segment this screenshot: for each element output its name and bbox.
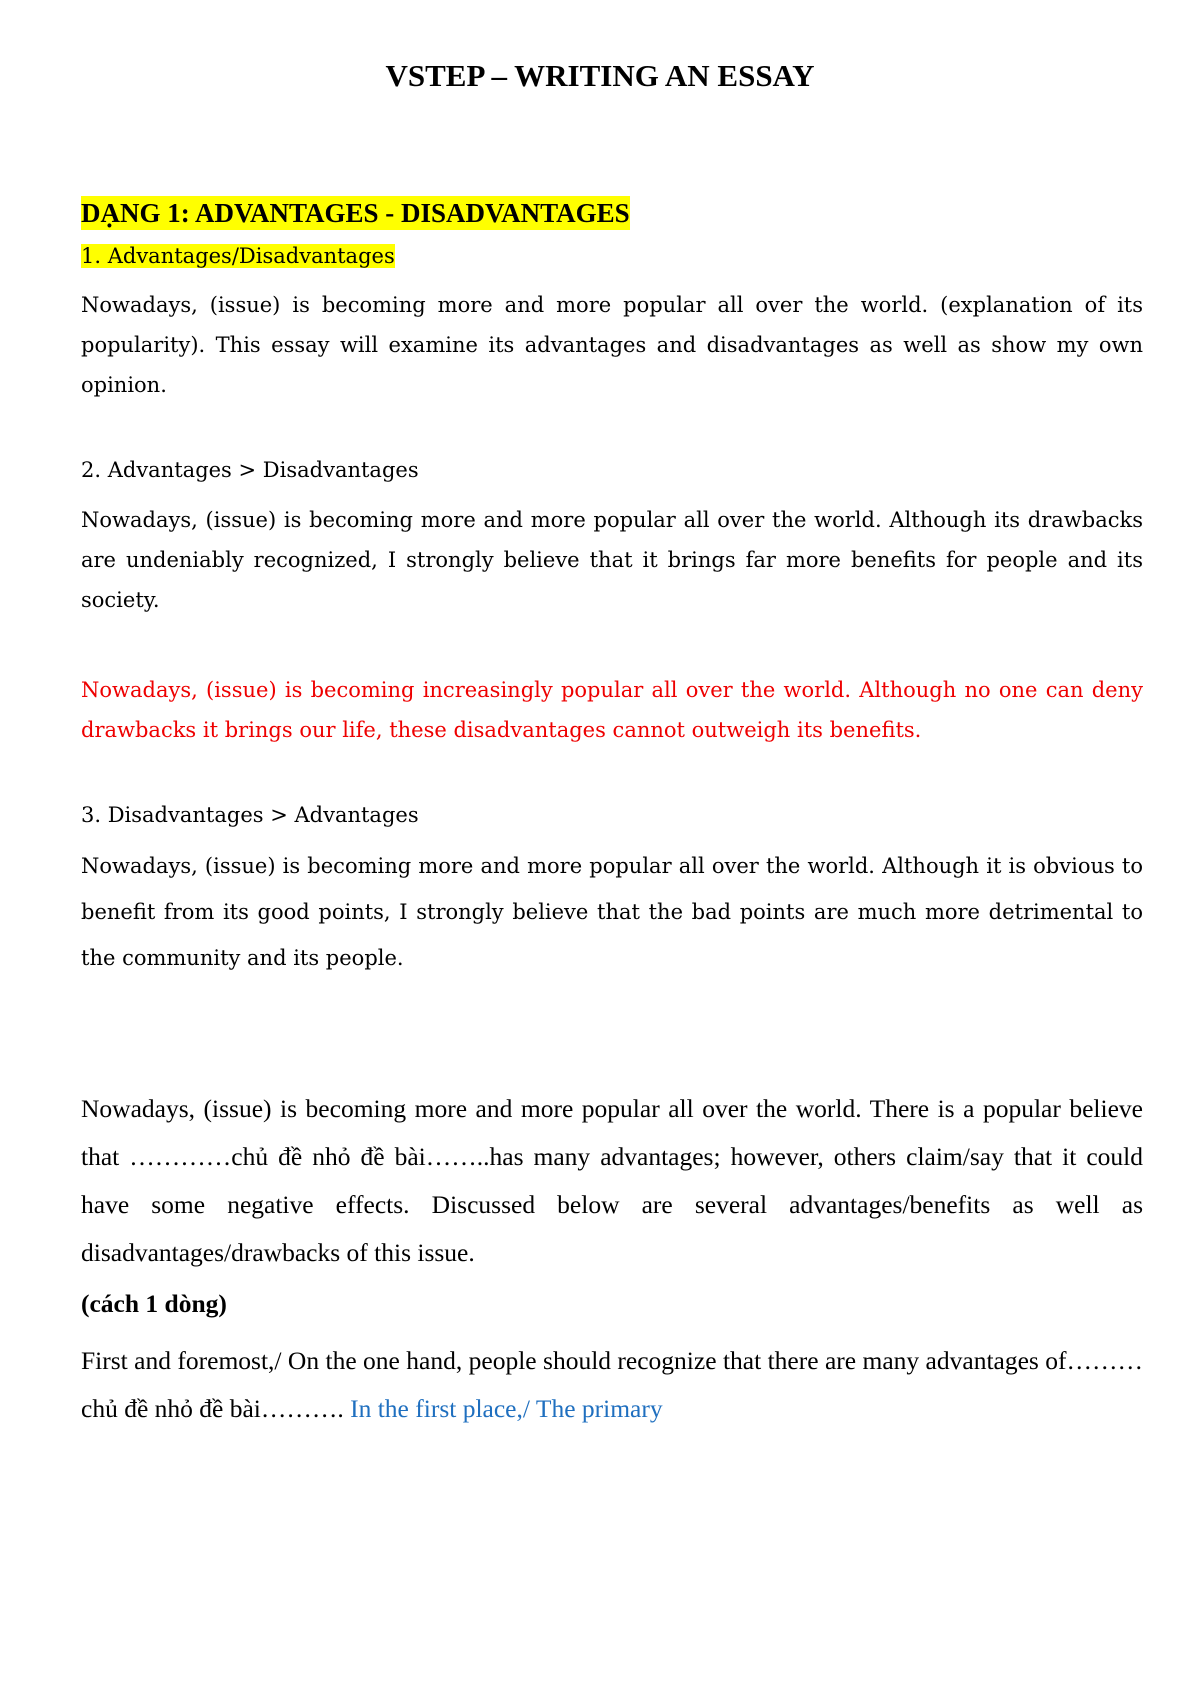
section-1-label-text: 1. Advantages/Disadvantages xyxy=(81,244,395,268)
body-paragraph xyxy=(81,1337,1143,1433)
section-1-label xyxy=(81,241,395,271)
section-1-text: Nowadays, (issue) is becoming more and more popular all over the world. (explanation of its popularity). This essay will examine its advantages and disadvantages as well as show my own opinion. xyxy=(81,293,1143,397)
document-title: VSTEP – WRITING AN ESSAY xyxy=(385,58,815,93)
section-3-label: 3. Disadvantages > Advantages xyxy=(81,803,419,827)
section-2-label: 2. Advantages > Disadvantages xyxy=(81,458,419,482)
section-heading: DẠNG 1: ADVANTAGES - DISADVANTAGES xyxy=(81,198,630,228)
intro-paragraph: Nowadays, (issue) is becoming more and more popular all over the world. There is a popular believe that …………chủ đề nhỏ đề bài……..has many advantages; however, others claim/say that it could have some negative effects. Discussed below are several advantages/benefits as well as disadvantages/drawbacks of this issue. xyxy=(81,1094,1143,1267)
section-2-alt-text: Nowadays, (issue) is becoming increasingly popular all over the world. Although no one can deny drawbacks it brings our life, these disadvantages cannot outweigh its benefits. xyxy=(81,678,1143,742)
section-3-text: Nowadays, (issue) is becoming more and more popular all over the world. Although it is obvious to benefit from its good points, I strongly believe that the bad points are much more detrimental to the community and its people. xyxy=(81,854,1143,970)
body-paragraph-text: First and foremost,/ On the one hand, people should recognize that there are many advantages of………chủ đề nhỏ đề bài………. xyxy=(81,1346,1143,1423)
section-2-text: Nowadays, (issue) is becoming more and more popular all over the world. Although its drawbacks are undeniably recognized, I strongly believe that it brings far more benefits for people and its society. xyxy=(81,508,1143,612)
spacing-note: (cách 1 dòng) xyxy=(81,1289,227,1318)
body-paragraph-blue-text: In the first place,/ The primary xyxy=(350,1394,663,1423)
